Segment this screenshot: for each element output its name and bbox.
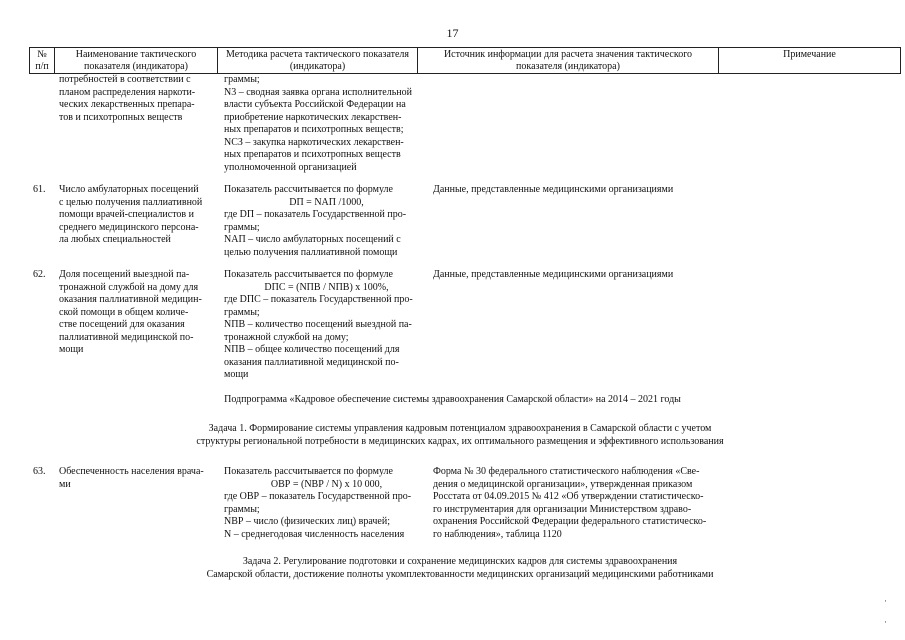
formula: OВР = (NВР / N) х 10 000, <box>270 478 383 490</box>
scan-speck: · <box>884 596 887 606</box>
source <box>433 466 733 541</box>
text-line: Показатель рассчитывается по формуле <box>224 184 393 195</box>
text-line: ской помощи в общем количе- <box>59 306 189 318</box>
text-line: тов и психотропных веществ <box>59 111 183 123</box>
text-line: Показатель рассчитывается по формуле <box>224 466 393 477</box>
text-line: структуры региональной потребности в медицинских кадрах, их оптимального размещения и эффективного использования <box>196 436 724 447</box>
cont-method <box>224 74 429 174</box>
source: Данные, представленные медицинскими организациями <box>433 184 674 195</box>
text-line: го наблюдения», таблица 1120 <box>433 528 562 540</box>
text-line: ческих лекарственных препара- <box>59 99 195 110</box>
row-number: 61. <box>33 184 46 195</box>
formula: DП = NАП /1000, <box>289 196 364 208</box>
text-line: Обеспеченность населения врача- <box>59 466 204 477</box>
formula: DПС = (NПВ / NПВ) х 100%, <box>264 281 389 293</box>
page-number: 17 <box>446 26 459 40</box>
text-line: помощи врачей-специалистов и <box>59 209 194 220</box>
text-line: власти субъекта Российской Федерации на <box>224 99 406 110</box>
header-method: Методика расчета тактического показателя (индикатора) <box>218 48 418 74</box>
header-note: Примечание <box>719 48 901 74</box>
text-line: N3 – сводная заявка органа исполнительной <box>224 86 412 98</box>
text-line: Задача 2. Регулирование подготовки и сохранение медицинских кадров для системы здравоохранения <box>242 556 678 567</box>
text-line: тронажной службой на дому; <box>224 331 349 343</box>
header-indicator-name: Наименование тактического показателя (индикатора) <box>55 48 218 74</box>
text-line: ных препаратов и психотропных веществ <box>224 149 401 160</box>
text-line: приобретение наркотических лекарствен- <box>224 111 402 123</box>
indicator-name <box>59 269 219 357</box>
source: Данные, представленные медицинскими организациями <box>433 269 674 280</box>
text-line: уполномоченной организацией <box>224 161 357 173</box>
task-2-heading <box>170 555 750 581</box>
task-1-heading <box>160 422 760 448</box>
table-header <box>29 47 901 74</box>
text-line: паллиативной медицинской по- <box>59 331 194 343</box>
header-source: Источник информации для расчета значения тактического показателя (индикатора) <box>418 48 719 74</box>
text-line: охранения Российской Федерации федерального статистическо- <box>433 516 707 527</box>
indicator-name <box>59 466 219 491</box>
text-line: мощи <box>224 369 249 380</box>
text-line: тронажной службой на дому для <box>59 281 199 293</box>
method <box>224 466 429 541</box>
method <box>224 184 429 259</box>
scan-speck: · <box>884 617 887 627</box>
row-number: 62. <box>33 269 46 280</box>
text-line: целью получения паллиативной помощи <box>224 246 398 258</box>
text-line: стве посещений для оказания <box>59 319 185 330</box>
text-line: оказания паллиативной медицинской по- <box>224 356 399 368</box>
text-line: Задача 1. Формирование системы управления кадровым потенциалом здравоохранения в Самарской области с учетом <box>208 423 712 434</box>
text-line: оказания паллиативной медицин- <box>59 294 202 305</box>
text-line: NСЗ – закупка наркотических лекарствен- <box>224 136 404 148</box>
text-line: NВР – число (физических лиц) врачей; <box>224 516 390 527</box>
text-line: Доля посещений выездной па- <box>59 269 190 280</box>
text-line: мощи <box>59 344 84 355</box>
text-line: Число амбулаторных посещений <box>59 184 199 195</box>
indicator-name <box>59 184 219 247</box>
row-number: 63. <box>33 466 46 477</box>
text-line: Росстата от 04.09.2015 № 412 «Об утверждении статистическо- <box>433 491 704 502</box>
cont-indicator-name <box>59 74 219 124</box>
header-number: № п/п <box>30 48 55 74</box>
text-line: где DП – показатель Государственной про- <box>224 209 407 220</box>
text-line: Форма № 30 федерального статистического наблюдения «Све- <box>433 466 700 477</box>
text-line: граммы; <box>224 306 260 318</box>
text-line: граммы; <box>224 74 260 85</box>
text-line: ми <box>59 478 71 490</box>
text-line: с целью получения паллиативной <box>59 196 203 208</box>
text-line: где DПС – показатель Государственной про- <box>224 294 413 305</box>
text-line: Самарской области, достижение полноты укомплектованности медицинских организаций медицинскими работниками <box>206 569 714 580</box>
text-line: NПВ – общее количество посещений для <box>224 344 400 355</box>
text-line: где OВР – показатель Государственной про- <box>224 491 412 502</box>
text-line: N – среднегодовая численность населения <box>224 528 405 540</box>
subprogram-title: Подпрограмма «Кадровое обеспечение системы здравоохранения Самарской области» на 2014 – 2021 годы <box>224 394 681 405</box>
text-line: го инструментария для организации Министерством здраво- <box>433 503 692 515</box>
text-line: NПВ – количество посещений выездной па- <box>224 319 412 330</box>
text-line: NАП – число амбулаторных посещений с <box>224 234 401 245</box>
text-line: граммы; <box>224 503 260 515</box>
method <box>224 269 429 382</box>
text-line: дения о медицинской организации», утвержденная приказом <box>433 478 693 490</box>
text-line: потребностей в соответствии с <box>59 74 191 85</box>
text-line: ла любых специальностей <box>59 234 171 245</box>
text-line: граммы; <box>224 221 260 233</box>
text-line: ных препаратов и психотропных веществ; <box>224 124 404 135</box>
text-line: среднего медицинского персона- <box>59 221 199 233</box>
text-line: Показатель рассчитывается по формуле <box>224 269 393 280</box>
text-line: планом распределения наркоти- <box>59 86 196 98</box>
